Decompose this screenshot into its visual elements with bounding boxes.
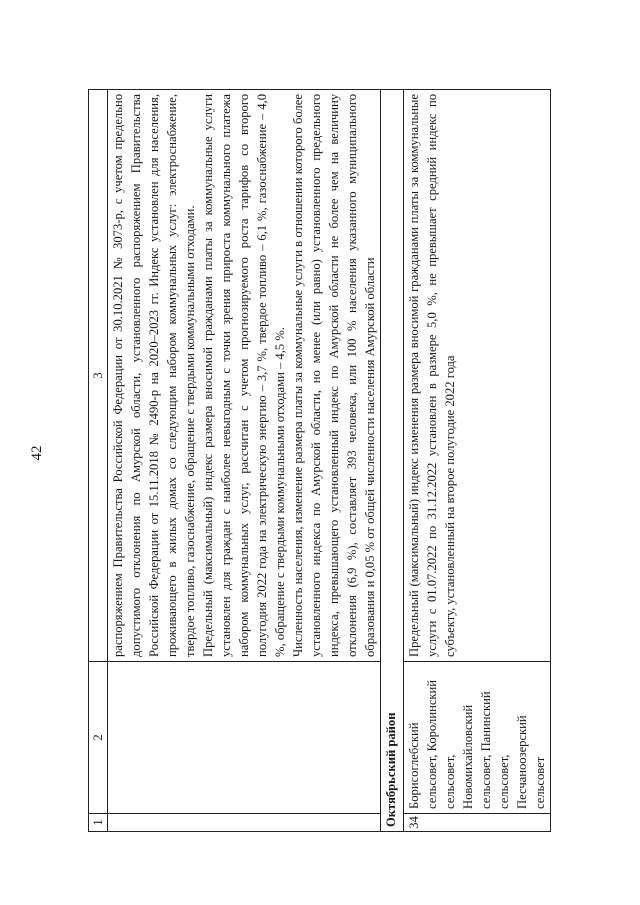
header-col-1: 1	[89, 814, 108, 832]
continued-municipality-cell	[108, 662, 381, 814]
header-col-3: 3	[89, 90, 108, 662]
section-title: Октябрьский район	[381, 90, 404, 832]
description-paragraph-1: распоряжением Правительства Российской Федерации от 30.10.2021 № 3073-р, с учетом предельно допустимого отклонения по Амурской области, установленного распоряжением Правительства Российской Федерации от 15.11.2018 № 2490-р на 2020–2023 гг. Индекс установлен для населения, проживающего в жилых домах со следующим набором коммунальных услуг: электроснабжение, твердое топливо, газоснабжение, обращение с твердыми коммунальными отходами.	[111, 94, 197, 657]
section-row	[381, 90, 404, 832]
row-number: 34	[404, 814, 551, 832]
header-col-2: 2	[89, 662, 108, 814]
continued-number-cell	[108, 814, 381, 832]
description-cell	[404, 90, 551, 662]
page-number: 42	[29, 445, 45, 461]
index-table	[88, 89, 551, 832]
municipalities-cell: Борисоглебский сельсовет, Королинский сельсовет, Новомихайловский сельсовет, Панинский сельсовет, Песчаноозерский сельсовет	[404, 662, 551, 814]
description-paragraph-3: Численность населения, изменение размера платы за коммунальные услуги в отношении которого более установленного индекса по Амурской области, но менее (или равно) установленного предельного индекса, превышающего установленный индекс по Амурской области не более чем на величину отклонения (6,9 %), составляет 393 человека, или 100 % населения указанного муниципального образования и 0,05 % от общей численности населения Амурской области	[291, 94, 377, 657]
continued-description-cell	[108, 90, 381, 662]
description-paragraph-2: Предельный (максимальный) индекс размера вносимой гражданами платы за коммунальные услуги установлен для граждан с наиболее невыгодным с точки зрения прироста коммунального платежа набором коммунальных услуг, рассчитан с учетом прогнозируемого роста тарифов со второго полугодия 2022 года на электрическую энергию – 3,7 %, твердое топливо – 6,1 %, газоснабжение – 4,0 %, обращение с твердыми коммунальными отходами – 4,5 %.	[201, 94, 287, 657]
rotated-page-content	[88, 90, 568, 832]
table-row	[404, 90, 551, 832]
row34-description: Предельный (максимальный) индекс изменения размера вносимой гражданами платы за коммунальные услуги с 01.07.2022 по 31.12.2022 установлен в размере 5,0 %, не превышает средний индекс по субъекту, установленный на второе полугодие 2022 года	[407, 94, 457, 657]
table-row-continued	[108, 90, 381, 832]
table-header-row	[89, 90, 108, 832]
